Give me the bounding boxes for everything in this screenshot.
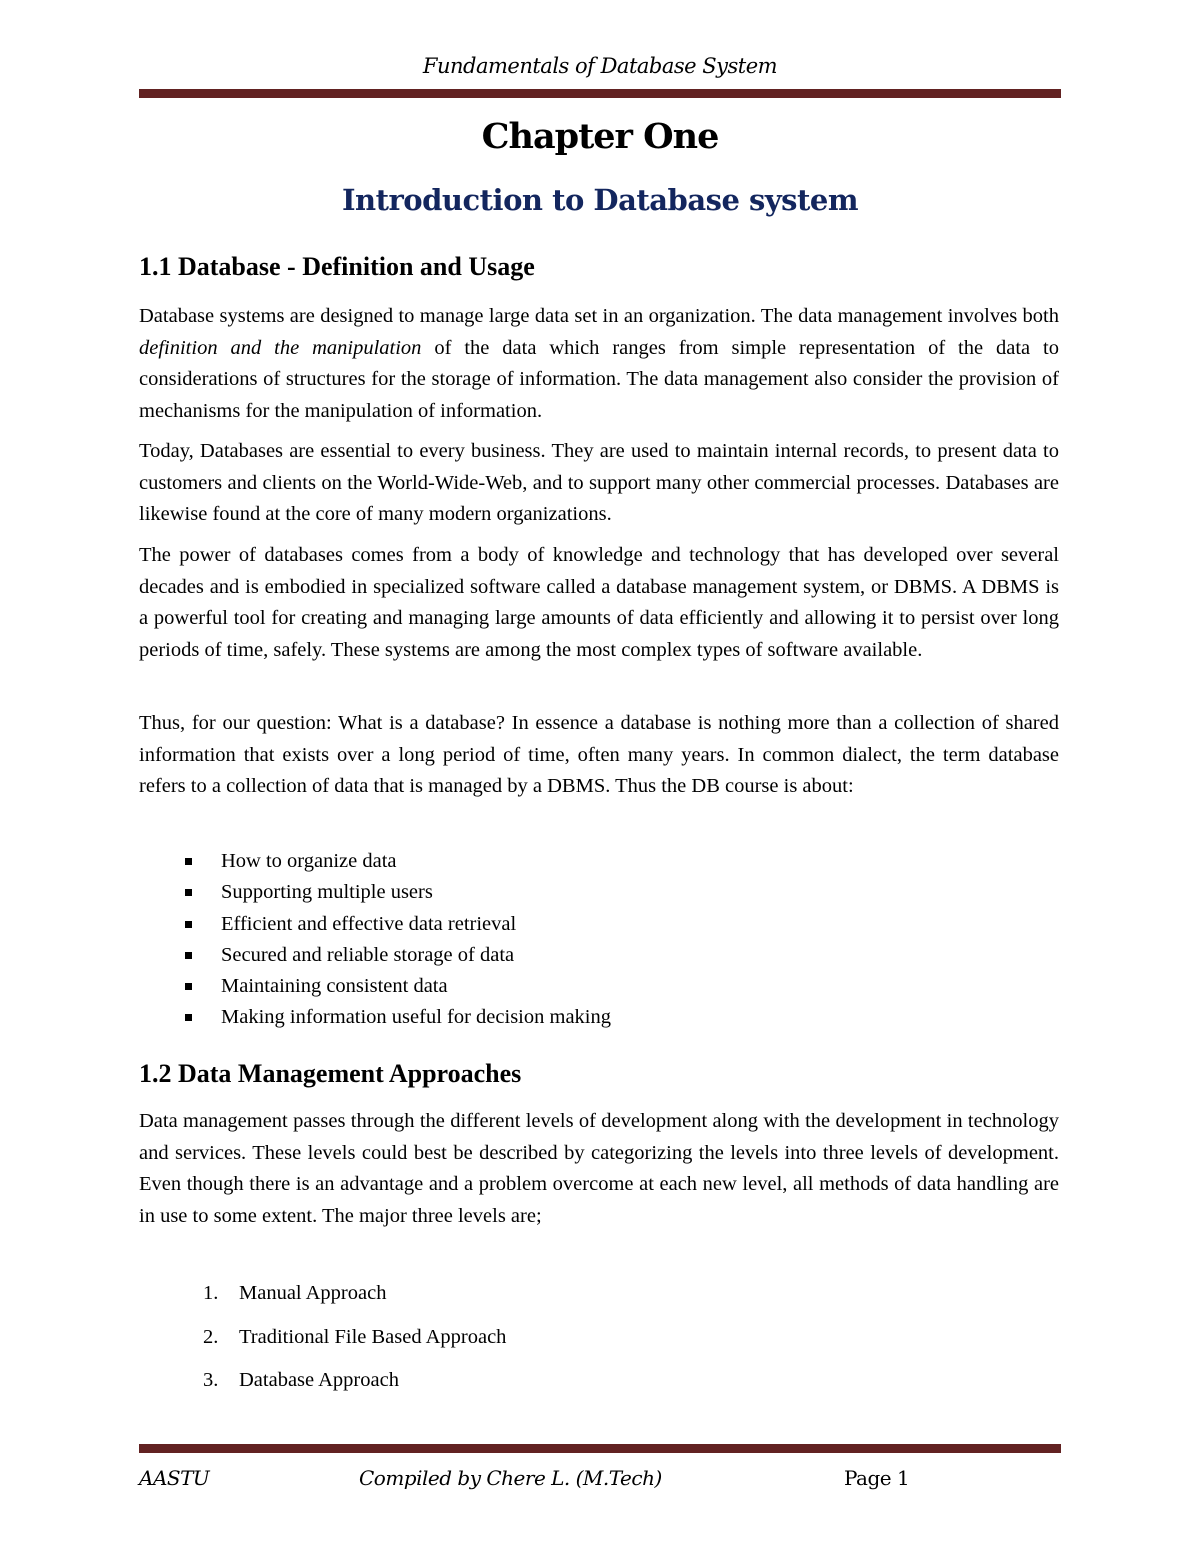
footer-author: Compiled by Chere L. (M.Tech) bbox=[359, 1466, 662, 1490]
approaches-list bbox=[139, 1272, 506, 1403]
paragraph-business: Today, Databases are essential to every business. They are used to maintain internal records, to present data to customers and clients on the World-Wide-Web, and to support many other commercial processes. Databases are likewise found at the core of many modern organizations. bbox=[139, 440, 1059, 525]
list-item: Maintaining consistent data bbox=[139, 971, 611, 1002]
square-bullet-icon bbox=[185, 889, 192, 896]
chapter-title: Chapter One bbox=[481, 116, 719, 157]
square-bullet-icon bbox=[185, 952, 192, 959]
emphasis-text: definition and the manipulation bbox=[139, 336, 422, 359]
footer-institution: AASTU bbox=[139, 1466, 210, 1490]
section-heading-1-1: 1.1 Database - Definition and Usage bbox=[139, 252, 535, 281]
square-bullet-icon bbox=[185, 921, 192, 928]
chapter-subtitle: Introduction to Database system bbox=[341, 183, 859, 217]
paragraph-text: Database systems are designed to manage large data set in an organization. The data management involves both bbox=[139, 305, 1059, 327]
paragraph-approaches: Data management passes through the different levels of development along with the development in technology and services. These levels could best be described by categorizing the levels into three levels of development. Even though there is an advantage and a problem overcome at each new level, all methods of data handling are in use to some extent. The major three levels are; bbox=[139, 1110, 1059, 1227]
square-bullet-icon bbox=[185, 858, 192, 865]
list-item: Secured and reliable storage of data bbox=[139, 940, 611, 971]
header-rule bbox=[139, 89, 1061, 98]
square-bullet-icon bbox=[185, 983, 192, 990]
paragraph-dbms: The power of databases comes from a body of knowledge and technology that has developed over several decades and is embodied in specialized software called a database management system, or DBMS. A DBMS is a powerful tool for creating and managing large amounts of data efficiently and allowing it to persist over long periods of time, safely. These systems are among the most complex types of software available. bbox=[139, 544, 1059, 661]
running-header: Fundamentals of Database System bbox=[422, 54, 778, 78]
list-item: Supporting multiple users bbox=[139, 877, 611, 908]
square-bullet-icon bbox=[185, 1014, 192, 1021]
list-item: 1. Manual Approach bbox=[203, 1282, 387, 1304]
list-item: 2. Traditional File Based Approach bbox=[203, 1325, 507, 1348]
list-item: Efficient and effective data retrieval bbox=[139, 909, 611, 940]
running-footer bbox=[139, 1466, 1061, 1502]
footer-rule bbox=[139, 1444, 1061, 1453]
paragraph-text: of the data which ranges from simple representation of the data to considerations of structures for the storage of information. The data management also consider the provision of mechanisms for the manipulation of information. bbox=[139, 336, 1060, 422]
paragraph-definition bbox=[139, 301, 1059, 427]
list-item: 3. Database Approach bbox=[203, 1369, 399, 1391]
list-item: Making information useful for decision making bbox=[139, 1002, 611, 1033]
list-item: How to organize data bbox=[139, 846, 611, 877]
paragraph-what-is-database: Thus, for our question: What is a database? In essence a database is nothing more than a collection of shared information that exists over a long period of time, often many years. In common dialect, the term database refers to a collection of data that is managed by a DBMS. Thus the DB course is about: bbox=[139, 712, 1059, 797]
section-heading-1-2: 1.2 Data Management Approaches bbox=[139, 1059, 522, 1088]
course-topics-list bbox=[139, 846, 611, 1034]
page-number: Page 1 bbox=[844, 1466, 910, 1490]
